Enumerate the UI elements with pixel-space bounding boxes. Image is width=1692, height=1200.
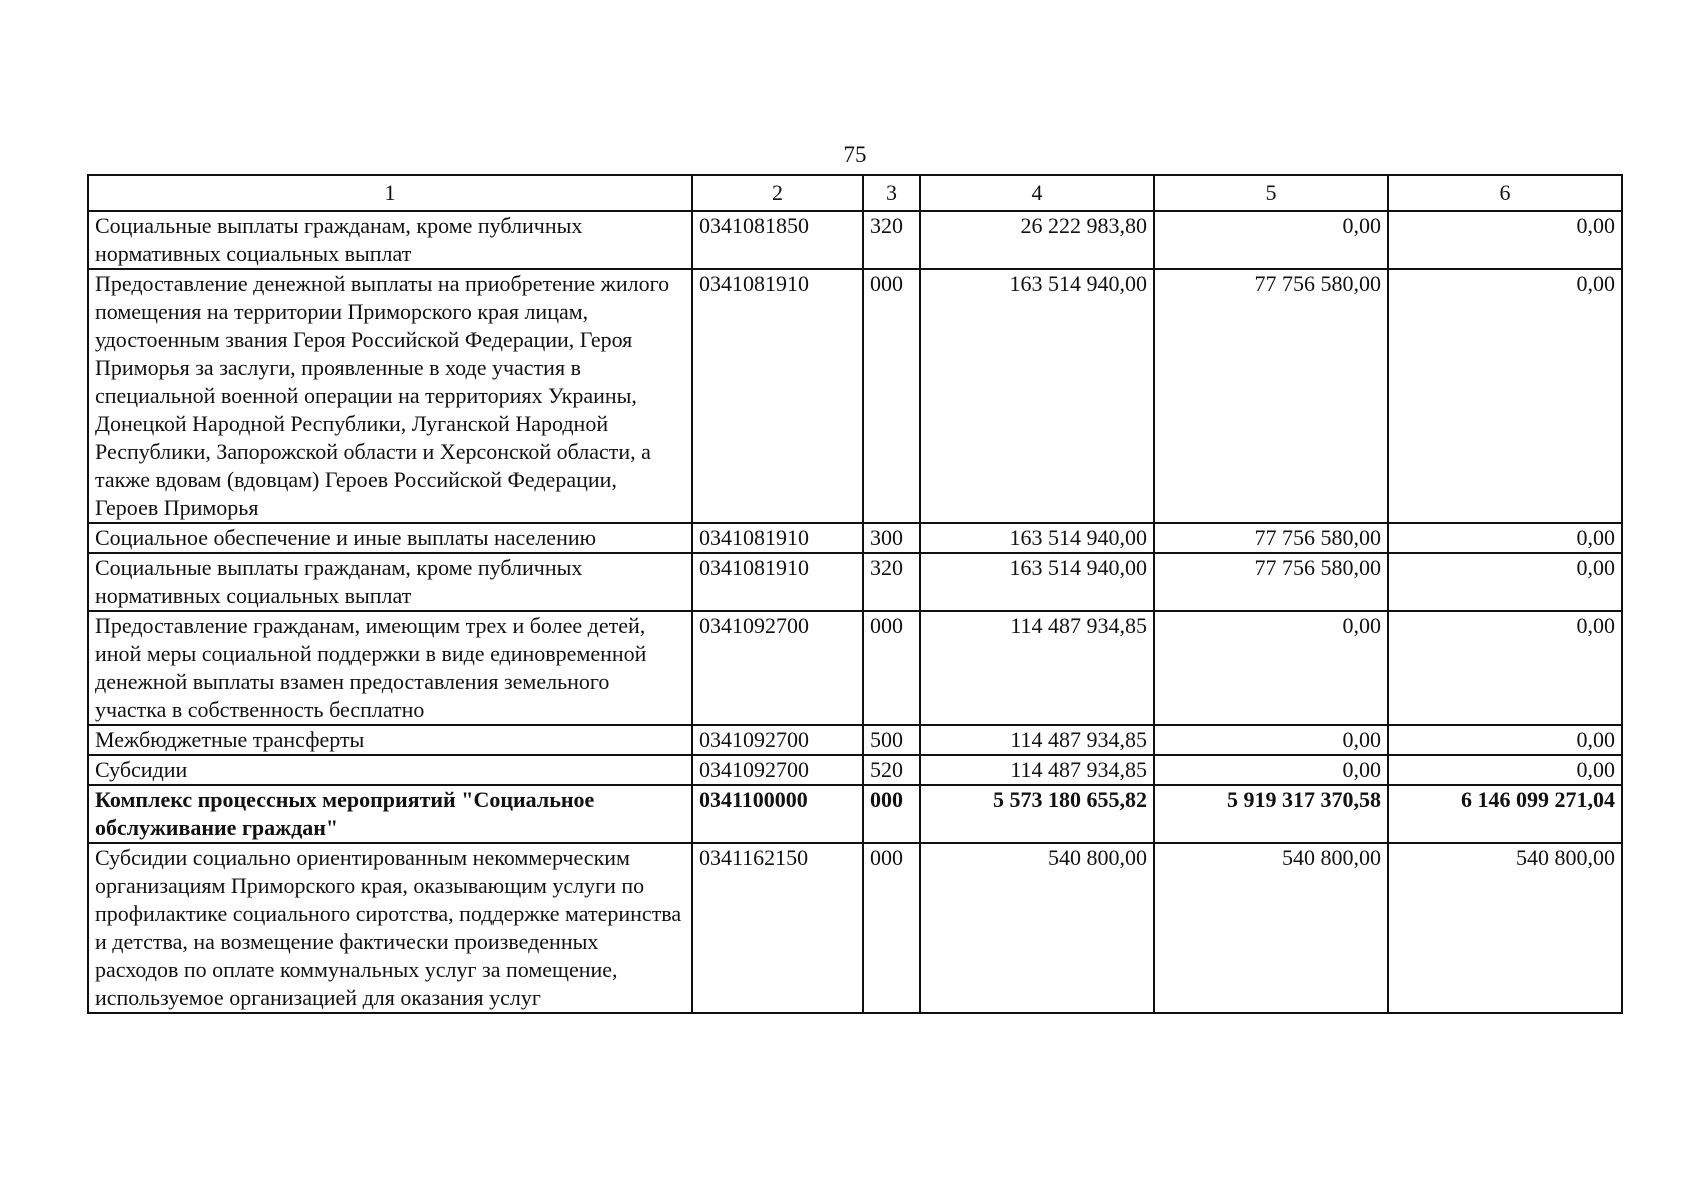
row-type-cell: 300 xyxy=(863,523,920,553)
column-header-5: 5 xyxy=(1154,175,1388,211)
row-type-cell: 000 xyxy=(863,611,920,725)
row-amount-col5-cell: 0,00 xyxy=(1154,211,1388,269)
row-type-cell: 000 xyxy=(863,785,920,843)
row-code-cell: 0341092700 xyxy=(692,611,863,725)
row-amount-col5-cell: 77 756 580,00 xyxy=(1154,269,1388,523)
row-amount-col6-cell: 0,00 xyxy=(1388,269,1622,523)
row-name-cell: Социальные выплаты гражданам, кроме публичных нормативных социальных выплат xyxy=(88,211,692,269)
row-code-cell: 0341100000 xyxy=(692,785,863,843)
table-row xyxy=(88,553,1622,611)
column-header-3: 3 xyxy=(863,175,920,211)
row-type-cell: 320 xyxy=(863,211,920,269)
row-amount-col5-cell: 0,00 xyxy=(1154,725,1388,755)
row-code-cell: 0341081910 xyxy=(692,269,863,523)
row-amount-col4-cell: 163 514 940,00 xyxy=(920,523,1154,553)
row-amount-col5-cell: 0,00 xyxy=(1154,755,1388,785)
row-name-cell: Социальные выплаты гражданам, кроме публичных нормативных социальных выплат xyxy=(88,553,692,611)
row-name-cell: Социальное обеспечение и иные выплаты населению xyxy=(88,523,692,553)
row-amount-col6-cell: 0,00 xyxy=(1388,553,1622,611)
table-row xyxy=(88,843,1622,1013)
column-number-row xyxy=(88,175,1622,211)
row-amount-col6-cell: 0,00 xyxy=(1388,755,1622,785)
row-code-cell: 0341081910 xyxy=(692,523,863,553)
row-amount-col6-cell: 0,00 xyxy=(1388,611,1622,725)
row-amount-col4-cell: 540 800,00 xyxy=(920,843,1154,1013)
page-number: 75 xyxy=(843,142,867,167)
row-code-cell: 0341092700 xyxy=(692,755,863,785)
row-amount-col6-cell: 0,00 xyxy=(1388,725,1622,755)
row-amount-col5-cell: 0,00 xyxy=(1154,611,1388,725)
budget-table xyxy=(87,174,1623,1014)
row-amount-col6-cell: 0,00 xyxy=(1388,523,1622,553)
column-header-2: 2 xyxy=(692,175,863,211)
row-type-cell: 000 xyxy=(863,269,920,523)
column-header-1: 1 xyxy=(88,175,692,211)
column-header-4: 4 xyxy=(920,175,1154,211)
table-row xyxy=(88,211,1622,269)
row-amount-col5-cell: 77 756 580,00 xyxy=(1154,523,1388,553)
row-name-cell: Предоставление денежной выплаты на приобретение жилого помещения на территории Приморского края лицам, удостоенным звания Героя Российской Федерации, Героя Приморья за заслуги, проявленные в ходе участия в специальной военной операции на территориях Украины, Донецкой Народной Республики, Луганской Народной Республики, Запорожской области и Херсонской области, а также вдовам (вдовцам) Героев Российской Федерации, Героев Приморья xyxy=(88,269,692,523)
row-amount-col4-cell: 163 514 940,00 xyxy=(920,269,1154,523)
row-name-cell: Межбюджетные трансферты xyxy=(88,725,692,755)
row-type-cell: 320 xyxy=(863,553,920,611)
row-type-cell: 520 xyxy=(863,755,920,785)
row-amount-col6-cell: 6 146 099 271,04 xyxy=(1388,785,1622,843)
table-row xyxy=(88,755,1622,785)
row-amount-col5-cell: 540 800,00 xyxy=(1154,843,1388,1013)
row-type-cell: 000 xyxy=(863,843,920,1013)
row-amount-col4-cell: 5 573 180 655,82 xyxy=(920,785,1154,843)
row-amount-col4-cell: 114 487 934,85 xyxy=(920,725,1154,755)
table-body xyxy=(88,211,1622,1013)
table-row xyxy=(88,611,1622,725)
row-amount-col4-cell: 114 487 934,85 xyxy=(920,611,1154,725)
row-amount-col5-cell: 77 756 580,00 xyxy=(1154,553,1388,611)
row-code-cell: 0341162150 xyxy=(692,843,863,1013)
table-row xyxy=(88,725,1622,755)
row-amount-col4-cell: 163 514 940,00 xyxy=(920,553,1154,611)
row-code-cell: 0341081910 xyxy=(692,553,863,611)
row-amount-col4-cell: 26 222 983,80 xyxy=(920,211,1154,269)
row-name-cell: Комплекс процессных мероприятий "Социальное обслуживание граждан" xyxy=(88,785,692,843)
row-code-cell: 0341092700 xyxy=(692,725,863,755)
row-amount-col6-cell: 540 800,00 xyxy=(1388,843,1622,1013)
row-name-cell: Субсидии xyxy=(88,755,692,785)
row-name-cell: Предоставление гражданам, имеющим трех и более детей, иной меры социальной поддержки в виде единовременной денежной выплаты взамен предоставления земельного участка в собственность бесплатно xyxy=(88,611,692,725)
row-type-cell: 500 xyxy=(863,725,920,755)
row-amount-col4-cell: 114 487 934,85 xyxy=(920,755,1154,785)
table-row xyxy=(88,785,1622,843)
table-row xyxy=(88,269,1622,523)
table-row xyxy=(88,523,1622,553)
row-amount-col5-cell: 5 919 317 370,58 xyxy=(1154,785,1388,843)
column-header-6: 6 xyxy=(1388,175,1622,211)
row-code-cell: 0341081850 xyxy=(692,211,863,269)
row-name-cell: Субсидии социально ориентированным некоммерческим организациям Приморского края, оказывающим услуги по профилактике социального сиротства, поддержке материнства и детства, на возмещение фактически произведенных расходов по оплате коммунальных услуг за помещение, используемое организацией для оказания услуг xyxy=(88,843,692,1013)
row-amount-col6-cell: 0,00 xyxy=(1388,211,1622,269)
